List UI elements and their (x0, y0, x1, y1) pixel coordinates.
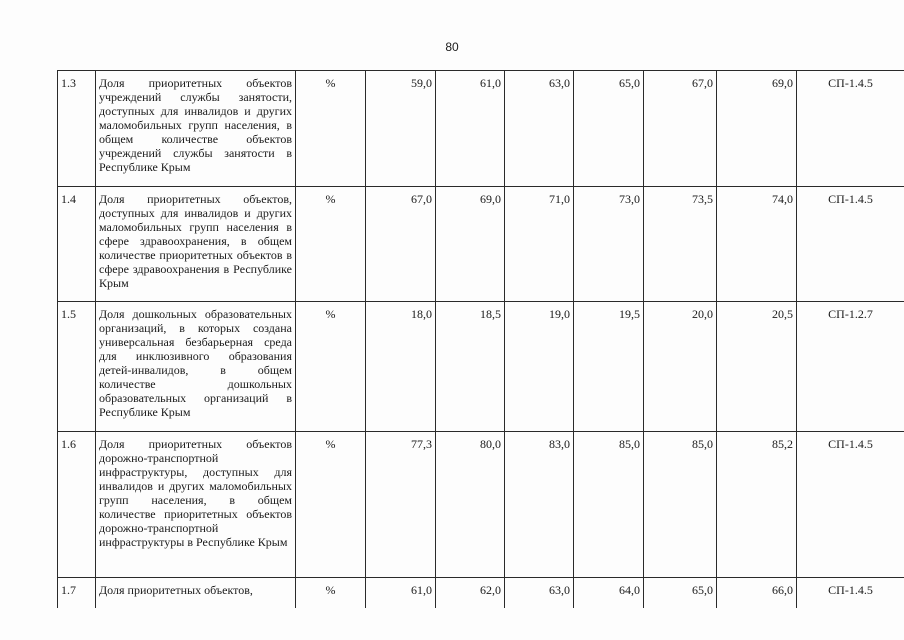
indicator-name: Доля дошкольных образовательных организаций, в которых создана универсальная безбарьерная среда для инклюзивного образования детей-инвалидов, в общем количестве дошкольных образовательных организаций в Республике Крым (96, 302, 296, 432)
program-code: СП-1.4.5 (797, 187, 904, 302)
table-row (58, 432, 904, 578)
table-row (58, 71, 904, 187)
indicator-name: Доля приоритетных объектов дорожно-транспортной инфраструктуры, доступных для инвалидов и других маломобильных групп населения, в общем количестве приоритетных объектов дорожно-транспортной инфраструктуры в Республике Крым (96, 432, 296, 578)
value-cell: 18,5 (436, 302, 505, 432)
value-cell: 63,0 (505, 71, 574, 187)
value-cell: 19,5 (574, 302, 644, 432)
indicator-name: Доля приоритетных объектов, доступных для инвалидов и других маломобильных групп населения в сфере здравоохранения, в общем количестве приоритетных объектов в сфере здравоохранения в Республике Крым (96, 187, 296, 302)
value-cell: 85,0 (644, 432, 717, 578)
indicator-name: Доля приоритетных объектов учреждений службы занятости, доступных для инвалидов и других маломобильных групп населения, в общем количестве объектов учреждений службы занятости в Республике Крым (96, 71, 296, 187)
table-row (58, 302, 904, 432)
value-cell: 85,0 (574, 432, 644, 578)
value-cell: 73,5 (644, 187, 717, 302)
row-number: 1.4 (58, 187, 96, 302)
value-cell: 71,0 (505, 187, 574, 302)
row-number: 1.6 (58, 432, 96, 578)
unit-cell: % (296, 432, 366, 578)
value-cell: 19,0 (505, 302, 574, 432)
value-cell: 20,0 (644, 302, 717, 432)
value-cell: 65,0 (574, 71, 644, 187)
value-cell: 77,3 (366, 432, 436, 578)
table-row (58, 187, 904, 302)
value-cell: 18,0 (366, 302, 436, 432)
value-cell: 65,0 (644, 578, 717, 608)
value-cell: 62,0 (436, 578, 505, 608)
value-cell: 69,0 (717, 71, 797, 187)
value-cell: 67,0 (366, 187, 436, 302)
value-cell: 67,0 (644, 71, 717, 187)
program-code: СП-1.2.7 (797, 302, 904, 432)
unit-cell: % (296, 71, 366, 187)
value-cell: 83,0 (505, 432, 574, 578)
value-cell: 66,0 (717, 578, 797, 608)
value-cell: 69,0 (436, 187, 505, 302)
value-cell: 61,0 (366, 578, 436, 608)
unit-cell: % (296, 578, 366, 608)
row-number: 1.7 (58, 578, 96, 608)
value-cell: 73,0 (574, 187, 644, 302)
value-cell: 64,0 (574, 578, 644, 608)
value-cell: 20,5 (717, 302, 797, 432)
value-cell: 59,0 (366, 71, 436, 187)
value-cell: 85,2 (717, 432, 797, 578)
value-cell: 80,0 (436, 432, 505, 578)
indicator-name: Доля приоритетных объектов, (96, 578, 296, 608)
row-number: 1.5 (58, 302, 96, 432)
program-code: СП-1.4.5 (797, 578, 904, 608)
program-code: СП-1.4.5 (797, 432, 904, 578)
unit-cell: % (296, 187, 366, 302)
row-number: 1.3 (58, 71, 96, 187)
unit-cell: % (296, 302, 366, 432)
value-cell: 74,0 (717, 187, 797, 302)
table-row (58, 578, 904, 608)
indicators-table (57, 70, 904, 608)
program-code: СП-1.4.5 (797, 71, 904, 187)
value-cell: 61,0 (436, 71, 505, 187)
page-number: 80 (445, 40, 459, 54)
value-cell: 63,0 (505, 578, 574, 608)
